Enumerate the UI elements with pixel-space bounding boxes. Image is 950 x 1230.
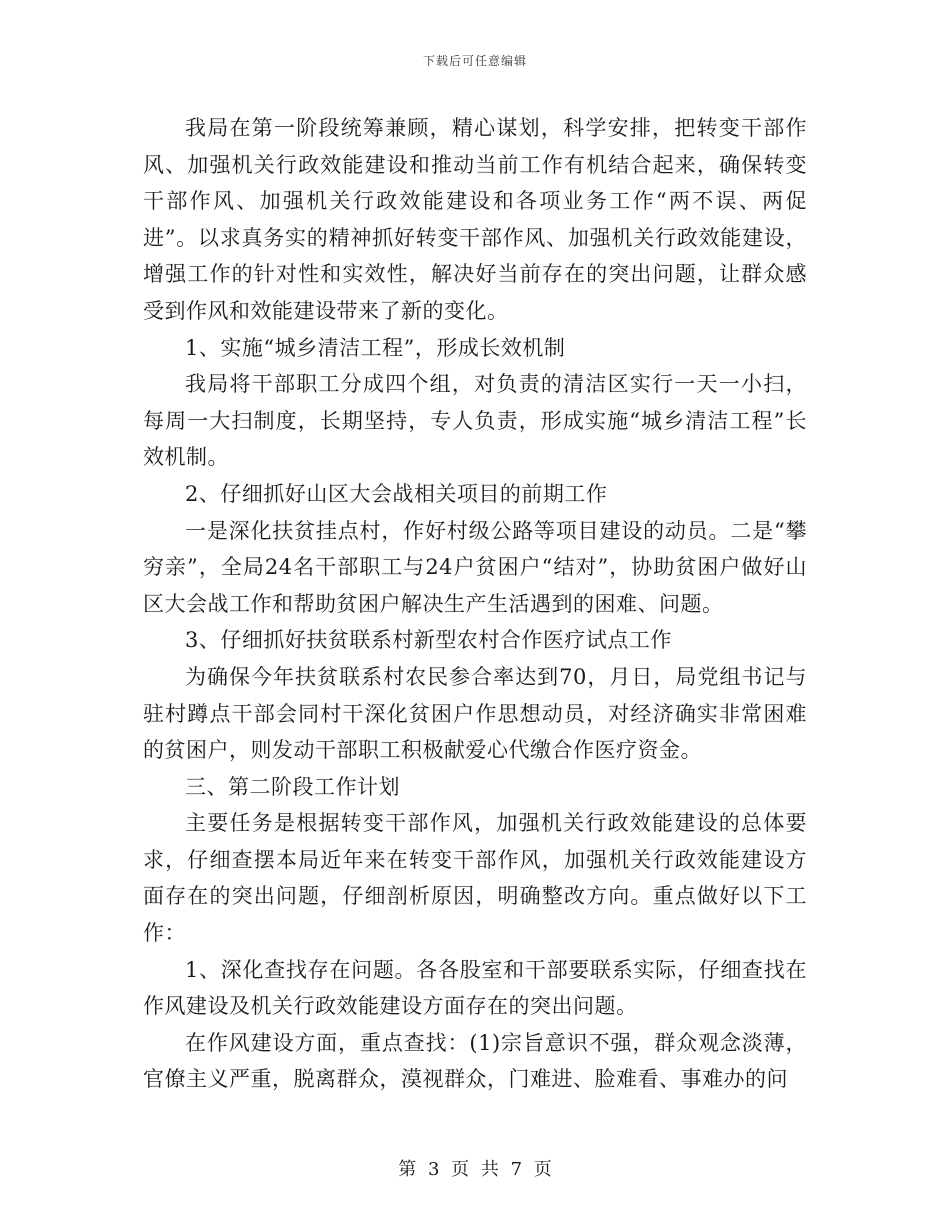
section-heading-mountain-campaign: 2、仔细抓好山区大会战相关项目的前期工作	[185, 481, 608, 506]
section-heading-clean-project: 1、实施“城乡清洁工程”，形成长效机制	[185, 335, 566, 360]
paragraph-style-building: 在作风建设方面，重点查找：(1)宗旨意识不强，群众观念淡薄，官僚主义严重，脱离群众，漠视群众，门难进、脸难看、事难办的问	[143, 1030, 807, 1092]
section-heading-stage-two-plan: 三、第二阶段工作计划	[185, 774, 400, 799]
section-heading-medical-pilot: 3、仔细抓好扶贫联系村新型农村合作医疗试点工作	[185, 628, 672, 653]
paragraph-clean-project: 我局将干部职工分成四个组，对负责的清洁区实行一天一小扫，每周一大扫制度，长期坚持，专人负责，形成实施“城乡清洁工程”长效机制。	[143, 372, 807, 470]
paragraph-medical-pilot: 为确保今年扶贫联系村农民参合率达到70，月日，局党组书记与驻村蹲点干部会同村干深化贫困户作思想动员，对经济确实非常困难的贫困户，则发动干部职工积极献爱心代缴合作医疗资金。	[143, 664, 807, 763]
paragraph-stage-one-summary: 我局在第一阶段统筹兼顾，精心谋划，科学安排，把转变干部作风、加强机关行政效能建设和推动当前工作有机结合起来，确保转变干部作风、加强机关行政效能建设和各项业务工作“两不误、两促进”。以求真务实的精神抓好转变干部作风、加强机关行政效能建设，增强工作的针对性和实效性，解决好当前存在的突出问题，让群众感受到作风和效能建设带来了新的变化。	[143, 116, 807, 323]
document-body	[143, 110, 807, 1098]
paragraph-stage-two-tasks: 主要任务是根据转变干部作风，加强机关行政效能建设的总体要求，仔细查摆本局近年来在转变干部作风，加强机关行政效能建设方面存在的突出问题，仔细剖析原因，明确整改方向。重点做好以下工作：	[143, 811, 807, 946]
paragraph-find-problems: 1、深化查找存在问题。各各股室和干部要联系实际，仔细查找在作风建设及机关行政效能建设方面存在的突出问题。	[143, 957, 807, 1019]
page-number-footer: 第 3 页 共 7 页	[398, 1159, 552, 1180]
page-header-note: 下载后可任意编辑	[422, 54, 527, 68]
paragraph-mountain-campaign: 一是深化扶贫挂点村，作好村级公路等项目建设的动员。二是“攀穷亲”，全局24名干部职工与24户贫困户“结对”，协助贫困户做好山区大会战工作和帮助贫困户解决生产生活遇到的困难、问题。	[143, 518, 807, 616]
